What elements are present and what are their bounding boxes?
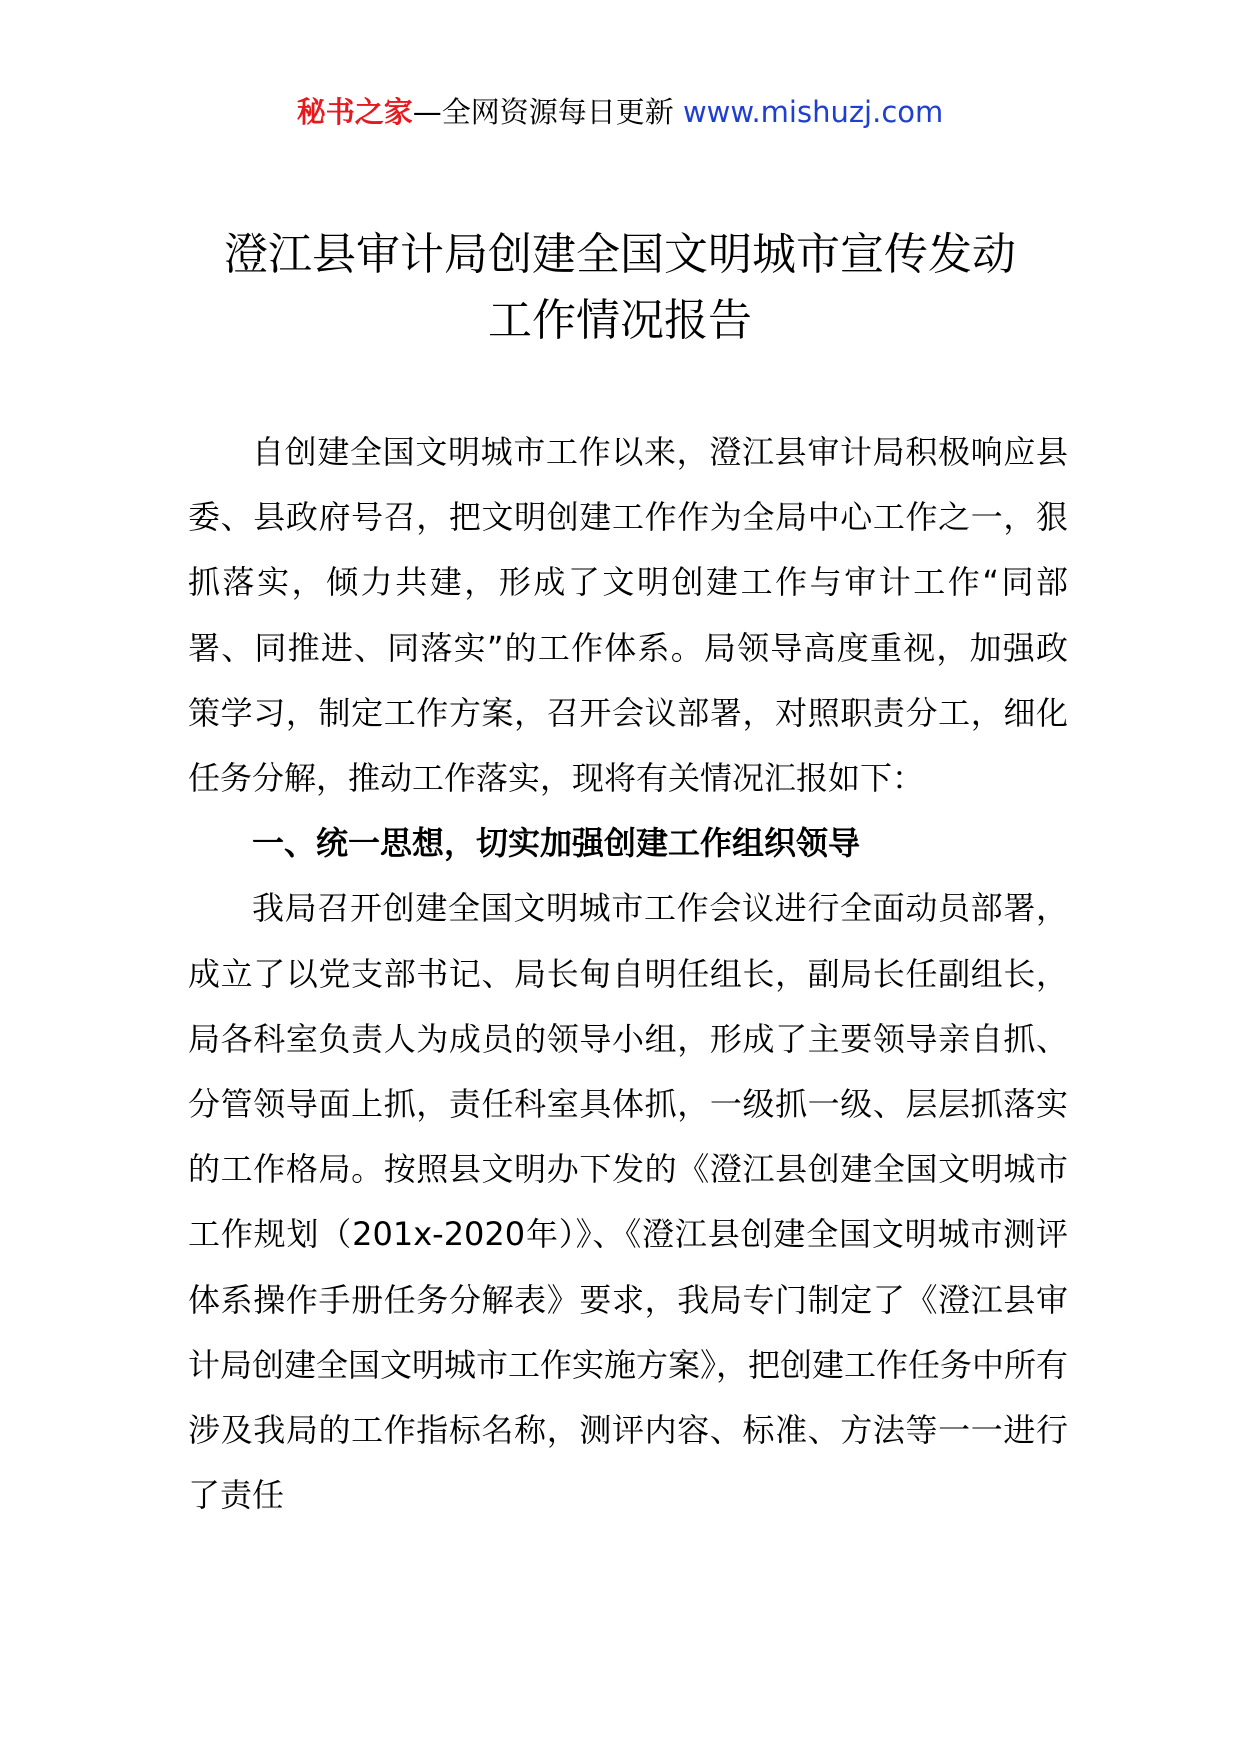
section-1-paragraph: 我局召开创建全国文明城市工作会议进行全面动员部署，成立了以党支部书记、局长甸自明任组长，副局长任副组长，局各科室负责人为成员的领导小组，形成了主要领导亲自抓、分管领导面上抓，责任科室具体抓，一级抓一级、层层抓落实的工作格局。按照县文明办下发的《澄江县创建全国文明城市工作规划（201x-2020年）》、《澄江县创建全国文明城市测评体系操作手册任务分解表》要求，我局专门制定了《澄江县审计局创建全国文明城市工作实施方案》，把创建工作任务中所有涉及我局的工作指标名称，测评内容、标准、方法等一一进行了责任 [188,889,1069,1515]
site-url-link[interactable]: www.mishuzj.com [682,95,944,129]
section-heading-1: 一、统一思想，切实加强创建工作组织领导 [252,824,861,863]
document-title-line-1: 澄江县审计局创建全国文明城市宣传发动 [224,229,1016,280]
site-header [0,92,1240,132]
document-title [0,222,1240,354]
document-body [188,420,1068,1528]
site-brand: 秘书之家 [296,95,413,129]
intro-paragraph: 自创建全国文明城市工作以来，澄江县审计局积极响应县委、县政府号召，把文明创建工作作为全局中心工作之一，狠抓落实，倾力共建，形成了文明创建工作与审计工作“同部署、同推进、同落实”的工作体系。局领导高度重视，加强政策学习，制定工作方案，召开会议部署，对照职责分工，细化任务分解，推动工作落实，现将有关情况汇报如下： [188,433,1068,798]
site-slogan: —全网资源每日更新 [412,95,683,129]
document-title-line-2: 工作情况报告 [488,295,752,346]
